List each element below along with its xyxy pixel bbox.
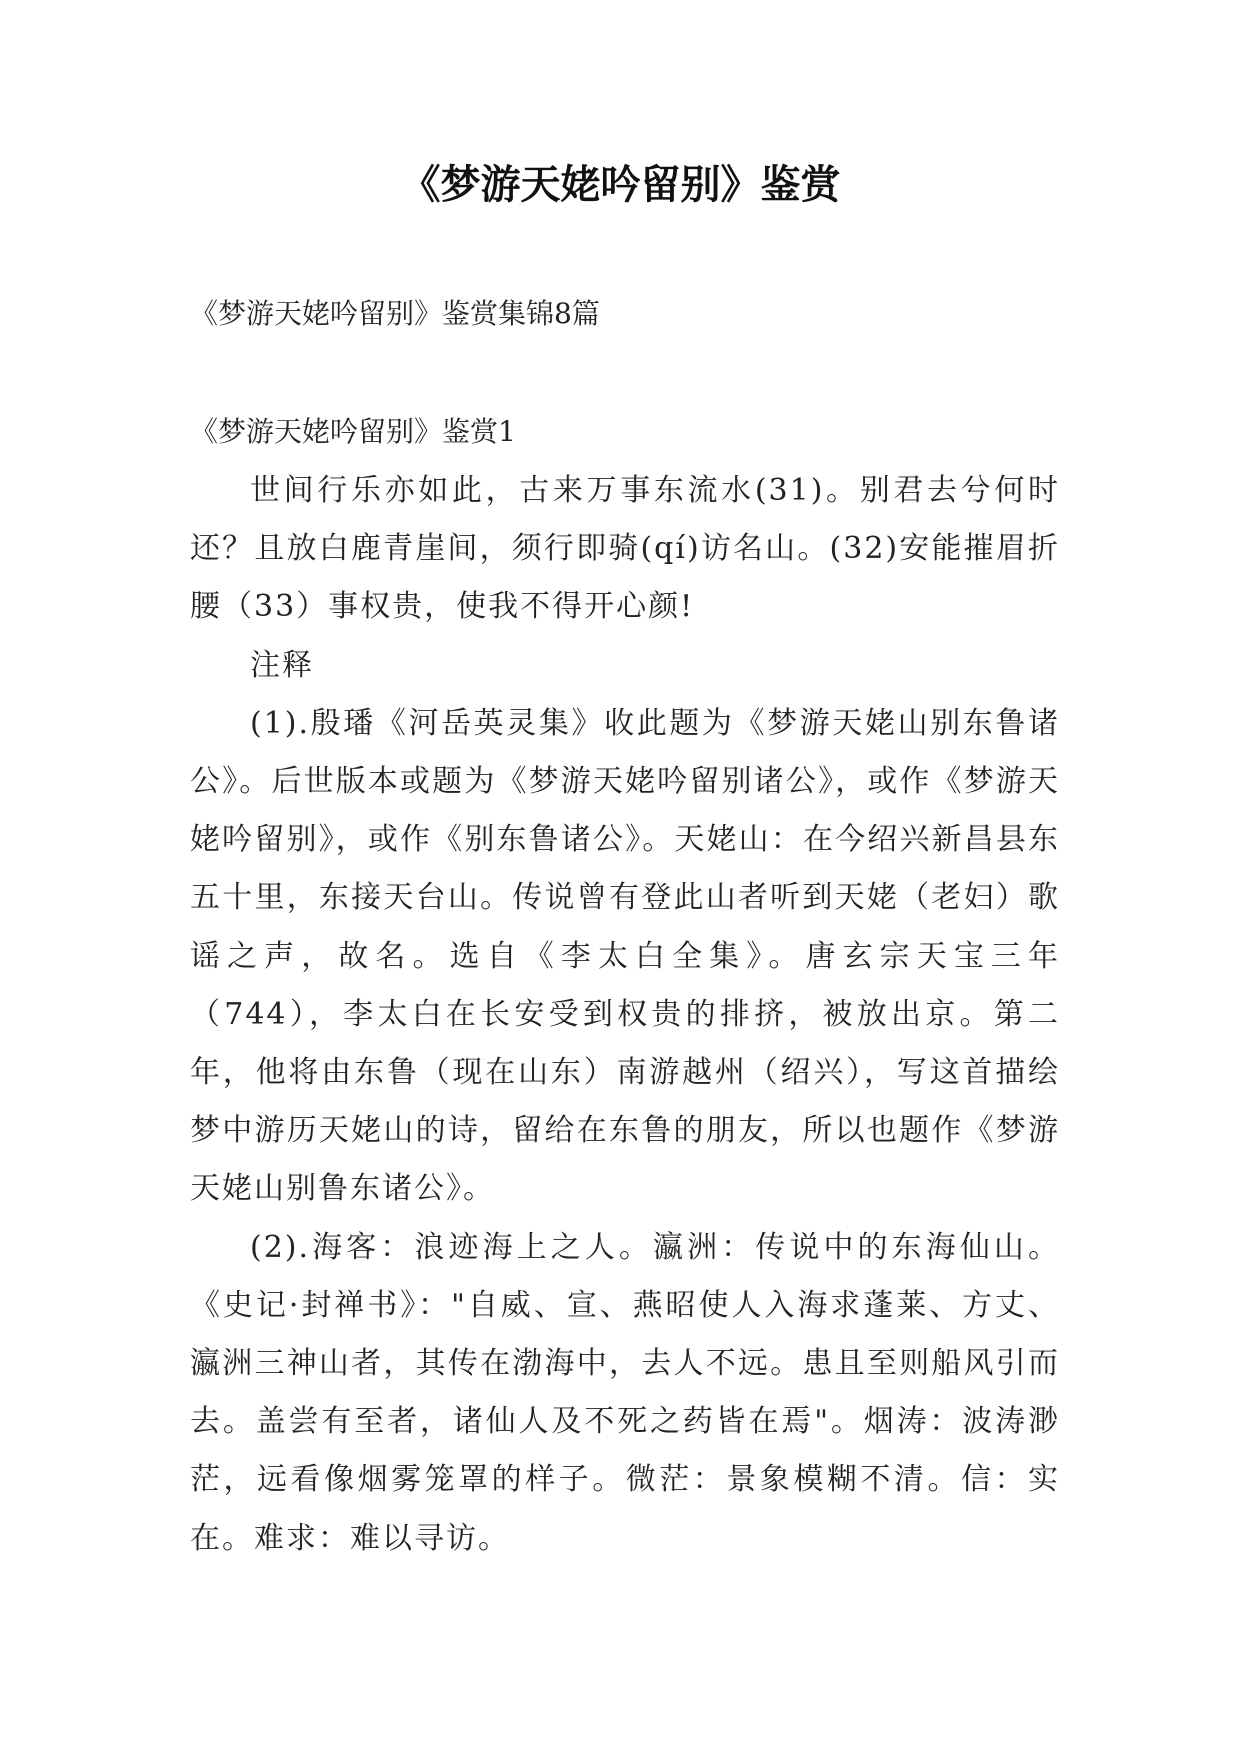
document-subtitle: 《梦游天姥吟留别》鉴赏集锦8篇 bbox=[190, 297, 600, 330]
poem-paragraph: 世间行乐亦如此，古来万事东流水(31)。别君去兮何时还？且放白鹿青崖间，须行即骑(qí)访名山。(32)安能摧眉折腰（33）事权贵，使我不得开心颜! bbox=[190, 473, 1060, 625]
note-paragraph-1: (1).殷璠《河岳英灵集》收此题为《梦游天姥山别东鲁诸公》。后世版本或题为《梦游天姥吟留别诸公》，或作《梦游天姥吟留别》，或作《别东鲁诸公》。天姥山：在今绍兴新昌县东五十里，东接天台山。传说曾有登此山者听到天姥（老妇）歌谣之声，故名。选自《李太白全集》。唐玄宗天宝三年（744），李太白在长安受到权贵的排挤，被放出京。第二年，他将由东鲁（现在山东）南游越州（绍兴），写这首描绘梦中游历天姥山的诗，留给在东鲁的朋友，所以也题作《梦游天姥山别鲁东诸公》。 bbox=[190, 705, 1060, 1207]
note-paragraph-2: (2).海客：浪迹海上之人。瀛洲：传说中的东海仙山。《史记·封禅书》："自威、宣、燕昭使人入海求蓬莱、方丈、瀛洲三神山者，其传在渤海中，去人不远。患且至则船风引而去。盖尝有至者，诸仙人及不死之药皆在焉"。烟涛：波涛渺茫，远看像烟雾笼罩的样子。微茫：景象模糊不清。信：实在。难求：难以寻访。 bbox=[190, 1229, 1060, 1556]
section-heading: 《梦游天姥吟留别》鉴赏1 bbox=[190, 415, 516, 448]
article-body bbox=[190, 462, 1060, 1568]
page-title: 《梦游天姥吟留别》鉴赏 bbox=[400, 162, 841, 208]
notes-heading: 注释 bbox=[250, 647, 314, 683]
